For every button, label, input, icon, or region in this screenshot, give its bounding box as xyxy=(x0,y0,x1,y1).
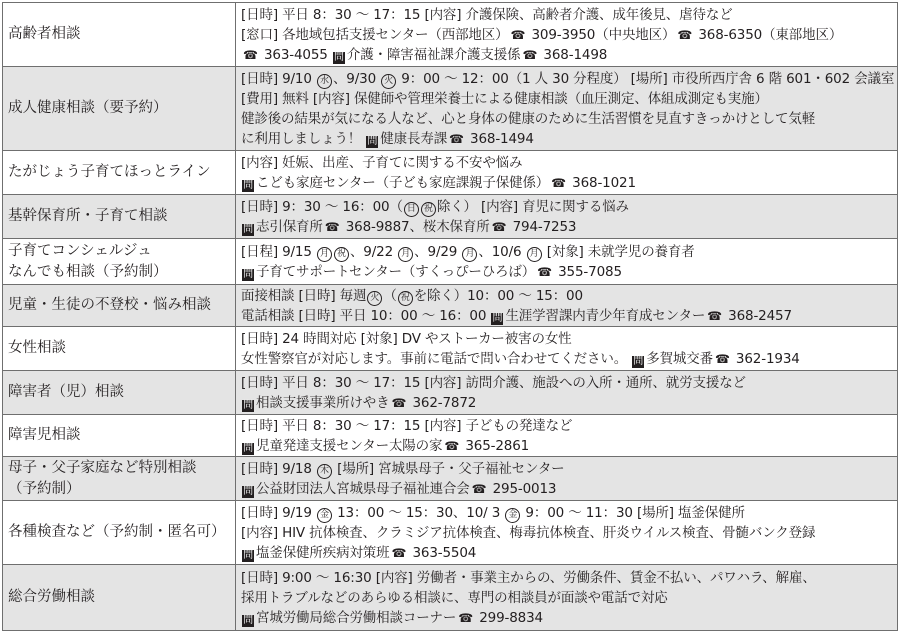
phone-icon: ☎ xyxy=(491,219,507,234)
detail-line: [窓口] 各地域包括支援センター（西部地区） ☎ 309-3950（中央地区） ☎ 368-6350（東部地区） xyxy=(241,26,843,43)
inquiry-box-icon: 問 xyxy=(243,549,253,561)
inquiry-box-icon: 問 xyxy=(243,442,253,454)
phone-icon: ☎ xyxy=(510,27,526,42)
detail-line: [内容] 妊娠、出産、子育てに関する不安や悩み xyxy=(241,154,523,171)
circled-day-icon: 月 xyxy=(527,247,542,262)
detail-line: [日時] 平日 8：30 ～ 17：15 [内容] 訪問介護、施設への入所・通所、就労支援など xyxy=(241,374,746,391)
circled-day-icon: 祝 xyxy=(334,247,349,262)
table-row xyxy=(3,239,898,285)
detail-line: [日時] 9/18 木 [場所] 宮城県母子・父子福祉センター xyxy=(241,460,565,477)
category-label: 各種検査など（予約制・匿名可） xyxy=(8,524,226,540)
detail-cell xyxy=(236,285,898,327)
detail-cell xyxy=(236,151,898,195)
table-row xyxy=(3,285,898,327)
category-cell xyxy=(3,3,236,67)
circled-day-icon: 木 xyxy=(317,464,332,479)
table-row xyxy=(3,3,898,67)
category-label: 成人健康相談（要予約） xyxy=(8,100,168,116)
detail-line: [内容] HIV 抗体検査、クラミジア抗体検査、梅毒抗体検査、肝炎ウイルス検査、骨髄バンク登録 xyxy=(241,524,816,541)
category-cell xyxy=(3,67,236,151)
inquiry-box-icon: 問 xyxy=(492,312,503,324)
table-row xyxy=(3,565,898,631)
category-label: なんでも相談（予約制） xyxy=(8,263,168,280)
circled-day-icon: 金 xyxy=(505,508,520,523)
detail-line: 問 相談支援事業所けやき ☎ 362-7872 xyxy=(243,394,477,411)
detail-line: 面接相談 [日時] 毎週 火 （ 祝 を除く）10：00 ～ 15：00 xyxy=(241,287,583,304)
category-label: 基幹保育所・子育て相談 xyxy=(8,208,168,224)
category-cell xyxy=(3,151,236,195)
inquiry-box-icon: 問 xyxy=(243,399,253,411)
inquiry-box-icon: 問 xyxy=(243,485,253,497)
detail-line: [日時] 平日 8：30 ～ 17：15 [内容] 子どもの発達など xyxy=(241,417,573,434)
detail-line: ☎ 363-4055 問 介護・障害福祉課介護支援係 ☎ 368-1498 xyxy=(243,46,608,63)
detail-line: [日時] 9/19 金 13：00 ～ 15：30、10/ 3 金 9：00 ～ 11：30 [場所] 塩釜保健所 xyxy=(241,504,745,521)
detail-cell xyxy=(236,565,898,631)
detail-line: に利用しましょう！ 問 健康長寿課 ☎ 368-1494 xyxy=(241,130,534,147)
table-row xyxy=(3,67,898,151)
detail-line: 採用トラブルなどのあらゆる相談に、専門の相談員が面談や電話で対応 xyxy=(241,589,668,606)
circled-day-icon: 月 xyxy=(462,247,477,262)
consultation-table xyxy=(2,2,898,631)
category-label: 女性相談 xyxy=(8,340,66,356)
detail-line: 問 宮城労働局総合労働相談コーナー ☎ 299-8834 xyxy=(243,609,543,626)
category-cell xyxy=(3,371,236,415)
detail-line: [日時] 9:00 ～ 16:30 [内容] 労働者・事業主からの、労働条件、賃金不払い、パワハラ、解雇、 xyxy=(241,569,816,586)
phone-icon: ☎ xyxy=(714,351,730,366)
category-cell xyxy=(3,327,236,371)
table-body xyxy=(3,3,898,631)
circled-day-icon: 祝 xyxy=(421,202,436,217)
table-row xyxy=(3,151,898,195)
table-row xyxy=(3,327,898,371)
phone-icon: ☎ xyxy=(391,395,407,410)
category-cell xyxy=(3,195,236,239)
category-cell xyxy=(3,285,236,327)
detail-line: 問 志引保育所 ☎ 368-9887、桜木保育所 ☎ 794-7253 xyxy=(243,218,577,235)
phone-icon: ☎ xyxy=(677,27,693,42)
category-cell xyxy=(3,239,236,285)
inquiry-box-icon: 問 xyxy=(633,355,644,367)
phone-icon: ☎ xyxy=(449,131,464,146)
inquiry-box-icon: 問 xyxy=(367,135,378,147)
circled-day-icon: 祝 xyxy=(398,291,413,306)
circled-day-icon: 日 xyxy=(404,202,419,217)
inquiry-box-icon: 問 xyxy=(243,614,253,626)
detail-cell xyxy=(236,415,898,457)
inquiry-box-icon: 問 xyxy=(333,51,344,63)
detail-cell xyxy=(236,327,898,371)
detail-line: [日程] 9/15 月 祝 、9/22 月 、9/29 月 、10/6 月 [対象] 未就学児の養育者 xyxy=(241,243,695,260)
detail-cell xyxy=(236,371,898,415)
circled-day-icon: 月 xyxy=(398,247,413,262)
detail-line: [費用] 無料 [内容] 保健師や管理栄養士による健康相談（血圧測定、体組成測定も実施） xyxy=(241,90,768,107)
detail-line: 女性警察官が対応します。事前に電話で問い合わせてください。 問 多賀城交番 ☎ 362-1934 xyxy=(241,350,800,367)
category-cell xyxy=(3,415,236,457)
phone-icon: ☎ xyxy=(707,308,722,323)
phone-icon: ☎ xyxy=(522,47,538,62)
category-label: 障害者（児）相談 xyxy=(8,384,124,400)
category-cell xyxy=(3,457,236,501)
detail-line: [日時] 平日 8：30 ～ 17：15 [内容] 介護保険、高齢者介護、成年後見、虐待など xyxy=(241,6,733,23)
table-row xyxy=(3,501,898,565)
detail-line: 問 塩釜保健所疾病対策班 ☎ 363-5504 xyxy=(243,544,477,561)
detail-cell xyxy=(236,239,898,285)
inquiry-box-icon: 問 xyxy=(243,268,253,280)
circled-day-icon: 水 xyxy=(317,74,332,89)
detail-line: [日時] 9/10 水 、9/30 火 9：00 ～ 12：00（1 人 30 分程度） [場所] 市役所西庁舎 6 階 601・602 会議室 xyxy=(241,70,895,87)
detail-line: 健診後の結果が気になる人など、心と身体の健康のために生活習慣を見直すきっかけとして気軽 xyxy=(241,110,816,127)
phone-icon: ☎ xyxy=(537,264,552,279)
table-row xyxy=(3,457,898,501)
category-label: 総合労働相談 xyxy=(8,589,95,605)
phone-icon: ☎ xyxy=(551,175,566,190)
category-label: 母子・父子家庭など特別相談 xyxy=(8,459,197,476)
detail-line: 問 こども家庭センター（子ども家庭課親子保健係） ☎ 368-1021 xyxy=(243,174,636,191)
phone-icon: ☎ xyxy=(458,610,474,625)
category-label: たがじょう子育てほっとライン xyxy=(8,164,211,180)
detail-cell xyxy=(236,457,898,501)
category-label: （予約制） xyxy=(8,480,81,497)
detail-line: 問 子育てサポートセンター（すくっぴーひろば） ☎ 355-7085 xyxy=(243,263,622,280)
table-row xyxy=(3,415,898,457)
inquiry-box-icon: 問 xyxy=(243,223,253,235)
circled-day-icon: 火 xyxy=(381,74,396,89)
table-row xyxy=(3,195,898,239)
category-cell xyxy=(3,501,236,565)
detail-line: 問 児童発達支援センター太陽の家 ☎ 365-2861 xyxy=(243,437,530,454)
detail-cell xyxy=(236,501,898,565)
category-label: 高齢者相談 xyxy=(8,26,81,42)
category-label: 子育てコンシェルジュ xyxy=(8,242,152,259)
category-label: 児童・生徒の不登校・悩み相談 xyxy=(8,297,211,313)
table-row xyxy=(3,371,898,415)
detail-line: 電話相談 [日時] 平日 10：00 ～ 16：00 問 生涯学習課内青少年育成センター ☎ 368-2457 xyxy=(241,307,792,324)
category-label: 障害児相談 xyxy=(8,427,81,443)
phone-icon: ☎ xyxy=(243,47,258,62)
circled-day-icon: 火 xyxy=(367,291,382,306)
phone-icon: ☎ xyxy=(471,481,487,496)
detail-cell xyxy=(236,3,898,67)
detail-line: [日時] 9：30 ～ 16：00（ 日 祝 除く） [内容] 育児に関する悩み xyxy=(241,198,629,215)
inquiry-box-icon: 問 xyxy=(243,179,253,191)
phone-icon: ☎ xyxy=(391,545,407,560)
phone-icon: ☎ xyxy=(324,219,340,234)
category-cell xyxy=(3,565,236,631)
detail-line: [日時] 24 時間対応 [対象] DV やストーカー被害の女性 xyxy=(241,330,572,347)
circled-day-icon: 金 xyxy=(317,508,332,523)
phone-icon: ☎ xyxy=(444,438,460,453)
circled-day-icon: 月 xyxy=(317,247,332,262)
detail-cell xyxy=(236,195,898,239)
detail-line: 問 公益財団法人宮城県母子福祉連合会 ☎ 295-0013 xyxy=(243,480,557,497)
detail-cell xyxy=(236,67,898,151)
